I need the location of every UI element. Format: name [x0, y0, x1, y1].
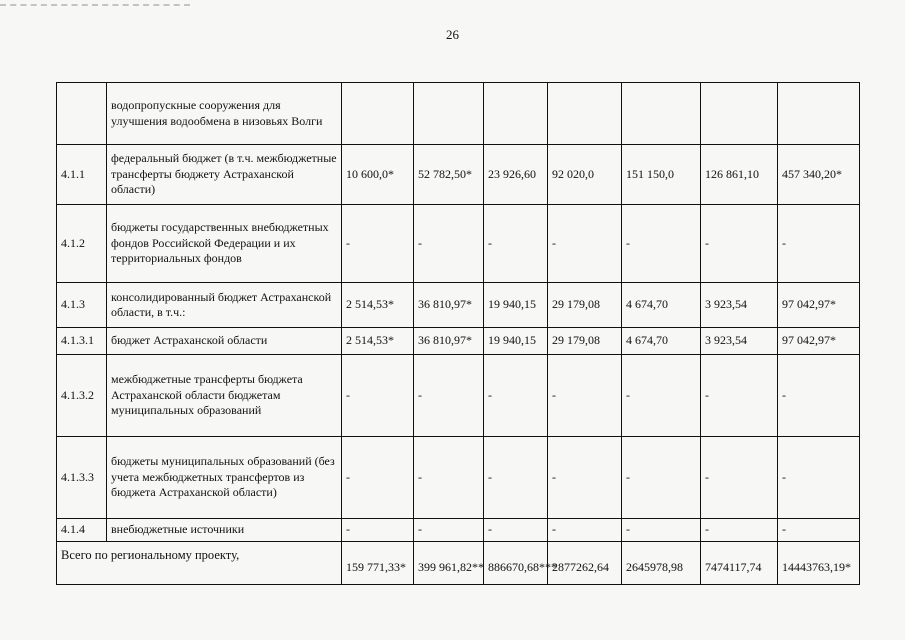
- cell-value: -: [622, 205, 701, 283]
- scan-edge-mark: [0, 4, 190, 9]
- cell-value: -: [701, 355, 778, 437]
- cell-value: -: [414, 437, 484, 519]
- cell-value: 151 150,0: [622, 145, 701, 205]
- total-value: 14443763,19*: [778, 542, 860, 585]
- table-row: [57, 519, 860, 542]
- table-row: [57, 355, 860, 437]
- cell-value: 3 923,54: [701, 283, 778, 328]
- cell-value: -: [342, 205, 414, 283]
- table-row: [57, 83, 860, 145]
- cell-value: [342, 83, 414, 145]
- row-code: [57, 83, 107, 145]
- table-row: [57, 283, 860, 328]
- cell-value: -: [548, 355, 622, 437]
- row-code: 4.1.3.2: [57, 355, 107, 437]
- row-code: 4.1.3.1: [57, 328, 107, 355]
- cell-value: 10 600,0*: [342, 145, 414, 205]
- cell-value: [622, 83, 701, 145]
- cell-value: -: [342, 437, 414, 519]
- table-row: [57, 205, 860, 283]
- cell-value: [548, 83, 622, 145]
- cell-value: -: [701, 519, 778, 542]
- cell-value: -: [548, 519, 622, 542]
- cell-value: 19 940,15: [484, 283, 548, 328]
- cell-value: [414, 83, 484, 145]
- cell-value: -: [778, 205, 860, 283]
- cell-value: -: [622, 355, 701, 437]
- cell-value: 36 810,97*: [414, 328, 484, 355]
- cell-value: -: [342, 519, 414, 542]
- total-value: 7474117,74: [701, 542, 778, 585]
- cell-value: -: [778, 437, 860, 519]
- cell-value: -: [778, 519, 860, 542]
- cell-value: -: [484, 355, 548, 437]
- cell-value: -: [342, 355, 414, 437]
- cell-value: 4 674,70: [622, 283, 701, 328]
- cell-value: 3 923,54: [701, 328, 778, 355]
- table-row: [57, 145, 860, 205]
- total-label: Всего по региональному проекту,: [57, 542, 342, 585]
- row-code: 4.1.1: [57, 145, 107, 205]
- cell-value: -: [548, 437, 622, 519]
- cell-value: -: [484, 519, 548, 542]
- row-code: 4.1.2: [57, 205, 107, 283]
- cell-value: -: [414, 205, 484, 283]
- cell-value: -: [414, 519, 484, 542]
- table-row: [57, 437, 860, 519]
- cell-value: [484, 83, 548, 145]
- cell-value: 29 179,08: [548, 283, 622, 328]
- total-row: [57, 542, 860, 585]
- row-name: внебюджетные источники: [107, 519, 342, 542]
- cell-value: 4 674,70: [622, 328, 701, 355]
- cell-value: 92 020,0: [548, 145, 622, 205]
- row-name: водопропускные сооружения для улучшения водообмена в низовьях Волги: [107, 83, 342, 145]
- cell-value: 2 514,53*: [342, 328, 414, 355]
- cell-value: -: [622, 519, 701, 542]
- budget-table: [56, 82, 860, 585]
- row-code: 4.1.3: [57, 283, 107, 328]
- cell-value: -: [622, 437, 701, 519]
- row-name: федеральный бюджет (в т.ч. межбюджетные трансферты бюджету Астраханской области): [107, 145, 342, 205]
- cell-value: 52 782,50*: [414, 145, 484, 205]
- cell-value: 97 042,97*: [778, 328, 860, 355]
- cell-value: -: [414, 355, 484, 437]
- total-value: 399 961,82**: [414, 542, 484, 585]
- cell-value: -: [778, 355, 860, 437]
- cell-value: -: [484, 205, 548, 283]
- total-value: 2877262,64: [548, 542, 622, 585]
- total-value: 159 771,33*: [342, 542, 414, 585]
- table-row: [57, 328, 860, 355]
- cell-value: 457 340,20*: [778, 145, 860, 205]
- cell-value: [778, 83, 860, 145]
- total-value: 886670,68***: [484, 542, 548, 585]
- row-name: бюджет Астраханской области: [107, 328, 342, 355]
- cell-value: 23 926,60: [484, 145, 548, 205]
- row-name: бюджеты государственных внебюджетных фондов Российской Федерации и их территориальных фондов: [107, 205, 342, 283]
- total-value: 2645978,98: [622, 542, 701, 585]
- cell-value: 126 861,10: [701, 145, 778, 205]
- cell-value: 97 042,97*: [778, 283, 860, 328]
- cell-value: -: [701, 437, 778, 519]
- cell-value: -: [701, 205, 778, 283]
- row-name: межбюджетные трансферты бюджета Астраханской области бюджетам муниципальных образований: [107, 355, 342, 437]
- cell-value: 19 940,15: [484, 328, 548, 355]
- cell-value: -: [548, 205, 622, 283]
- row-code: 4.1.4: [57, 519, 107, 542]
- page-number: 26: [446, 27, 459, 42]
- row-code: 4.1.3.3: [57, 437, 107, 519]
- cell-value: 29 179,08: [548, 328, 622, 355]
- row-name: консолидированный бюджет Астраханской области, в т.ч.:: [107, 283, 342, 328]
- cell-value: -: [484, 437, 548, 519]
- cell-value: 36 810,97*: [414, 283, 484, 328]
- cell-value: [701, 83, 778, 145]
- row-name: бюджеты муниципальных образований (без учета межбюджетных трансфертов из бюджета Астраханской области): [107, 437, 342, 519]
- cell-value: 2 514,53*: [342, 283, 414, 328]
